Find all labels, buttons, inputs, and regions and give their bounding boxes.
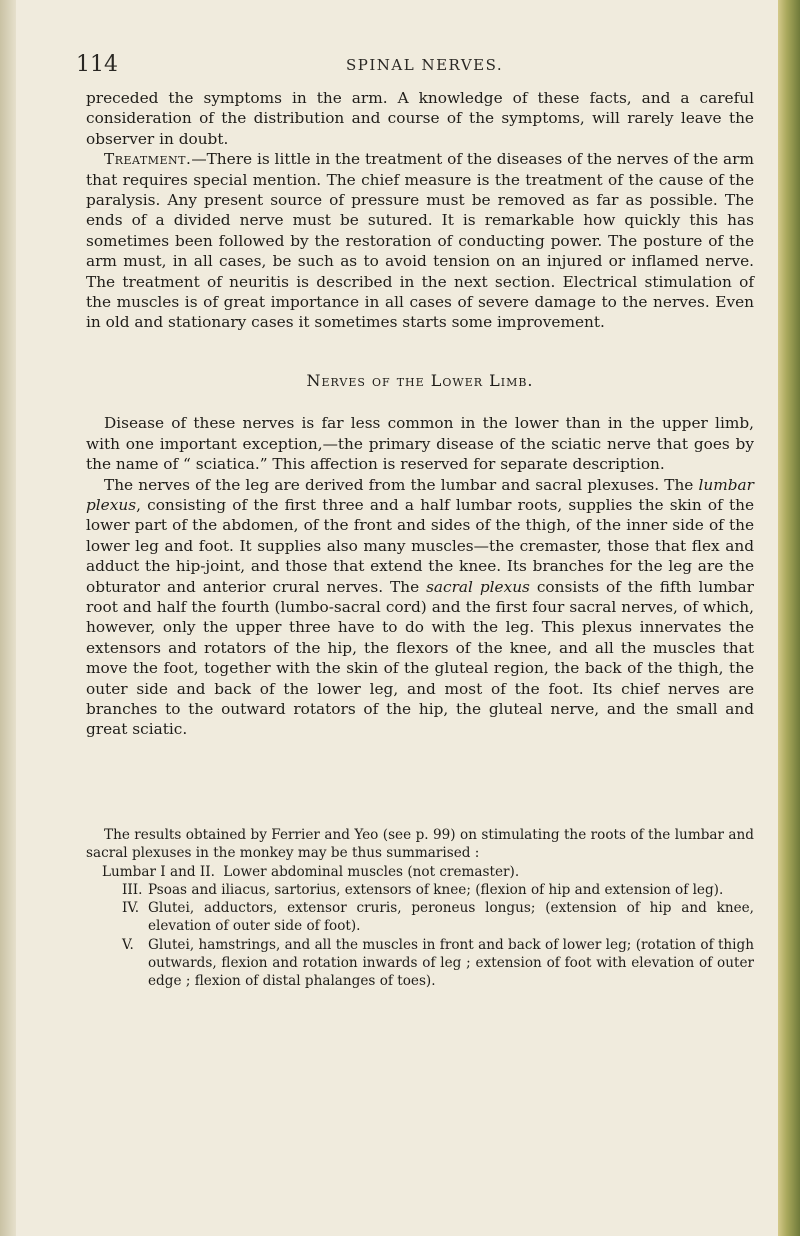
section-heading: Nerves of the Lower Limb. [306, 370, 534, 390]
lumbar-plexus-term: lumbar plexus [86, 475, 754, 514]
page-edge-right [778, 0, 800, 1236]
page-header [76, 52, 740, 82]
treatment-text: —There is little in the treatment of the diseases of the nerves of the arm that requires special mention. The chief measure is the treatment of the cause of the paralysis. Any present source of pressure must be removed as far as possible. The ends of a divided nerve must be sutured. It is remarkable how quickly this has sometimes been followed by the restoration of conducting power. The posture of the arm must, in all cases, be such as to avoid tension on an injured or inflamed nerve. The treatment of neuritis is described in the next section. Electrical stimulation of the muscles is of great importance in all cases of severe damage to the nerves. Even in old and stationary cases it sometimes starts some improvement. [86, 150, 754, 332]
summary-item-number: IV. [122, 900, 140, 917]
running-head: SPINAL NERVES. [346, 56, 504, 74]
summary-block [86, 826, 754, 991]
summary-list [86, 863, 754, 991]
paragraph-treatment [86, 149, 754, 333]
summary-item [86, 881, 754, 899]
summary-item-number: Lumbar I and II. [102, 863, 215, 880]
summary-item [86, 863, 754, 881]
main-text [86, 88, 754, 740]
page-edge-left [0, 0, 16, 1236]
plexus-text-a: The nerves of the leg are derived from the lumbar and sacral plexuses. The [104, 475, 699, 494]
sacral-plexus-term: sacral plexus [426, 577, 530, 596]
summary-item-text: Glutei, hamstrings, and all the muscles in front and back of lower leg; (rotation of thigh outwards, flexion and rotation inwards of leg ; extension of foot with elevation of outer edge ; flexion of distal phalanges of toes). [148, 936, 754, 990]
summary-item [86, 899, 754, 936]
summary-item [86, 936, 754, 991]
summary-item-number: V. [122, 936, 134, 953]
summary-item-number: III. [122, 881, 143, 898]
paragraph-continuation: preceded the symptoms in the arm. A knowledge of these facts, and a careful consideration of the distribution and course of the symptoms, will rarely leave the observer in doubt. [86, 89, 754, 148]
summary-intro: The results obtained by Ferrier and Yeo (see p. 99) on stimulating the roots of the lumbar and sacral plexuses in the monkey may be thus summarised : [86, 827, 754, 862]
summary-item-text: Glutei, adductors, extensor cruris, peroneus longus; (extension of hip and knee, elevation of outer side of foot). [148, 900, 754, 935]
treatment-heading: Treatment. [104, 150, 192, 169]
page-number: 114 [76, 52, 118, 77]
plexus-text-b: , consisting of the first three and a half lumbar roots, supplies the skin of the lower part of the abdomen, of the front and sides of the thigh, of the inner side of the lower leg and foot. It supplies also many muscles—the cremaster, those that flex and adduct the hip-joint, and those that extend the knee. Its branches for the leg are the obturator and anterior crural nerves. The [86, 495, 754, 596]
summary-item-text: Lower abdominal muscles (not cremaster). [223, 863, 520, 880]
plexus-text-c: consists of the fifth lumbar root and half the fourth (lumbo-sacral cord) and the first four sacral nerves, of which, however, only the upper three have to do with the leg. This plexus innervates the extensors and rotators of the hip, the flexors of the knee, and all the muscles that move the foot, together with the skin of the gluteal region, the back of the thigh, the outer side and back of the lower leg, and most of the foot. Its chief nerves are branches to the outward rotators of the hip, the gluteal nerve, and the small and great sciatic. [86, 577, 754, 739]
paragraph-lower-limb-intro: Disease of these nerves is far less common in the lower than in the upper limb, with one important exception,—the primary disease of the sciatic nerve that goes by the name of “ sciatica.” This affection is reserved for separate description. [86, 414, 754, 474]
paragraph-plexuses [86, 475, 754, 740]
summary-item-text: Psoas and iliacus, sartorius, extensors of knee; (flexion of hip and extension of leg). [148, 881, 724, 898]
